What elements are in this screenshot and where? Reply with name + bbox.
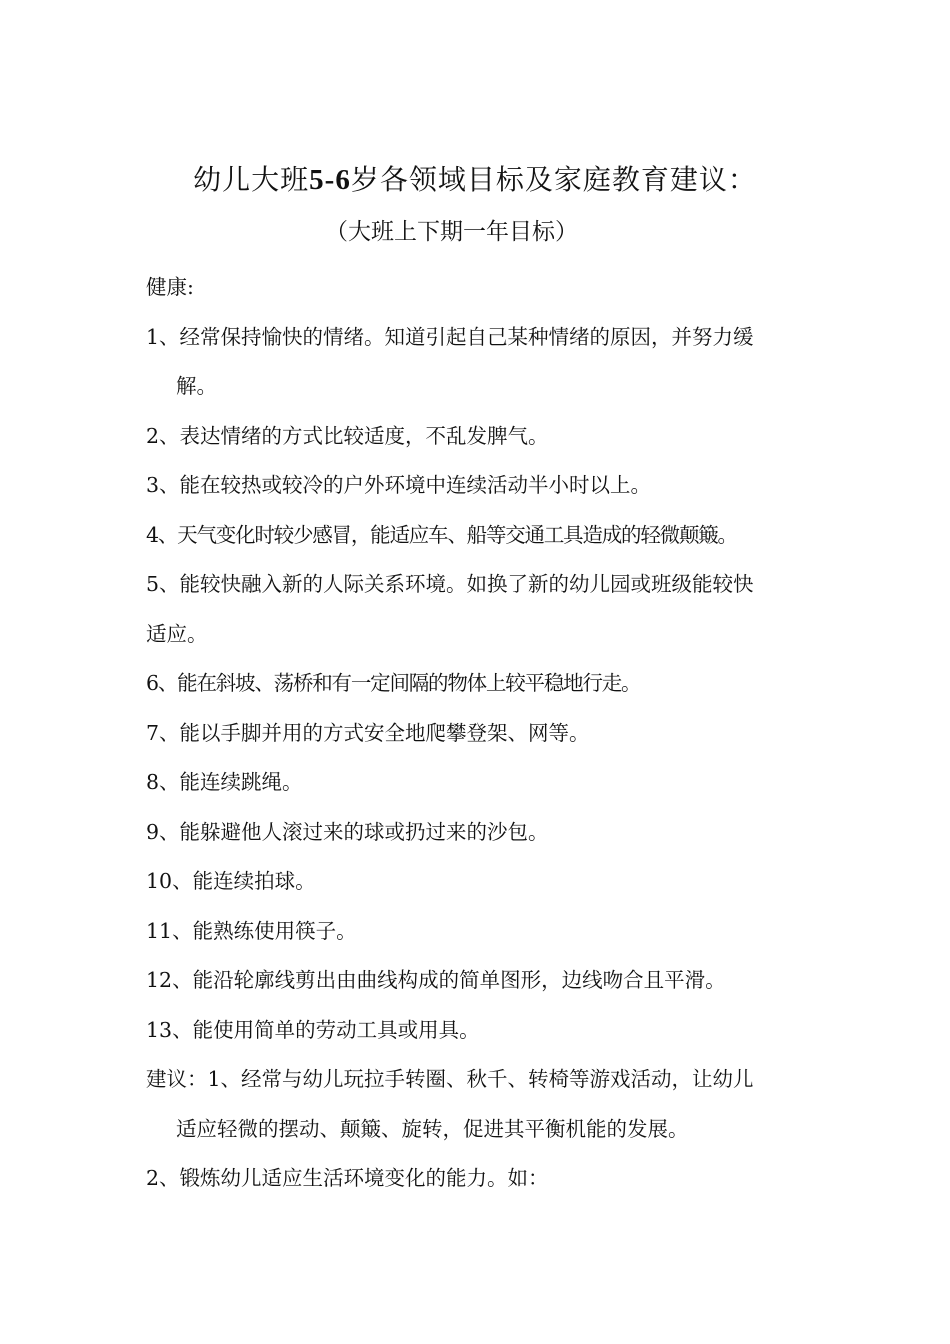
goal-item-5: 5、能较快融入新的人际关系环境。如换了新的幼儿园或班级能较快 <box>146 572 754 596</box>
title-suffix: 岁各领域目标及家庭教育建议： <box>350 163 757 196</box>
document-body <box>146 268 821 1209</box>
section-heading-health: 健康: <box>146 275 194 299</box>
goal-item-10: 10、能连续拍球。 <box>146 869 316 893</box>
document-title <box>0 158 950 202</box>
title-prefix: 幼儿大班 <box>193 163 310 196</box>
title-age-range: 5-6 <box>309 164 351 196</box>
goal-item-12: 12、能沿轮廓线剪出由曲线构成的简单图形，边线吻合且平滑。 <box>146 968 726 992</box>
goal-item-11: 11、能熟练使用筷子。 <box>146 918 357 943</box>
goal-item-13: 13、能使用简单的劳动工具或用具。 <box>146 1017 480 1042</box>
goal-item-8: 8、能连续跳绳。 <box>146 770 303 794</box>
goal-item-6: 6、能在斜坡、荡桥和有一定间隔的物体上较平稳地行走。 <box>146 671 641 695</box>
goal-item-3: 3、能在较热或较冷的户外环境中连续活动半小时以上。 <box>146 473 652 497</box>
goal-item-2: 2、表达情绪的方式比较适度，不乱发脾气。 <box>146 423 549 448</box>
suggestion-item-2: 2、锻炼幼儿适应生活环境变化的能力。如： <box>146 1166 549 1190</box>
goal-item-7: 7、能以手脚并用的方式安全地爬攀登架、网等。 <box>146 720 590 745</box>
goal-item-9: 9、能躲避他人滚过来的球或扔过来的沙包。 <box>146 819 549 844</box>
goal-item-4: 4、天气变化时较少感冒，能适应车、船等交通工具造成的轻微颠簸。 <box>146 522 737 547</box>
goal-item-1-continued: 解。 <box>176 374 217 398</box>
goal-item-5-continued: 适应。 <box>146 621 208 646</box>
suggestion-item-1: 建议：1、经常与幼儿玩拉手转圈、秋千、转椅等游戏活动，让幼儿 <box>146 1067 754 1091</box>
document-subtitle: （大班上下期一年目标） <box>325 219 578 245</box>
suggestion-item-1-continued: 适应轻微的摆动、颠簸、旋转，促进其平衡机能的发展。 <box>176 1116 689 1141</box>
goal-item-1: 1、经常保持愉快的情绪。知道引起自己某种情绪的原因，并努力缓 <box>146 324 754 349</box>
